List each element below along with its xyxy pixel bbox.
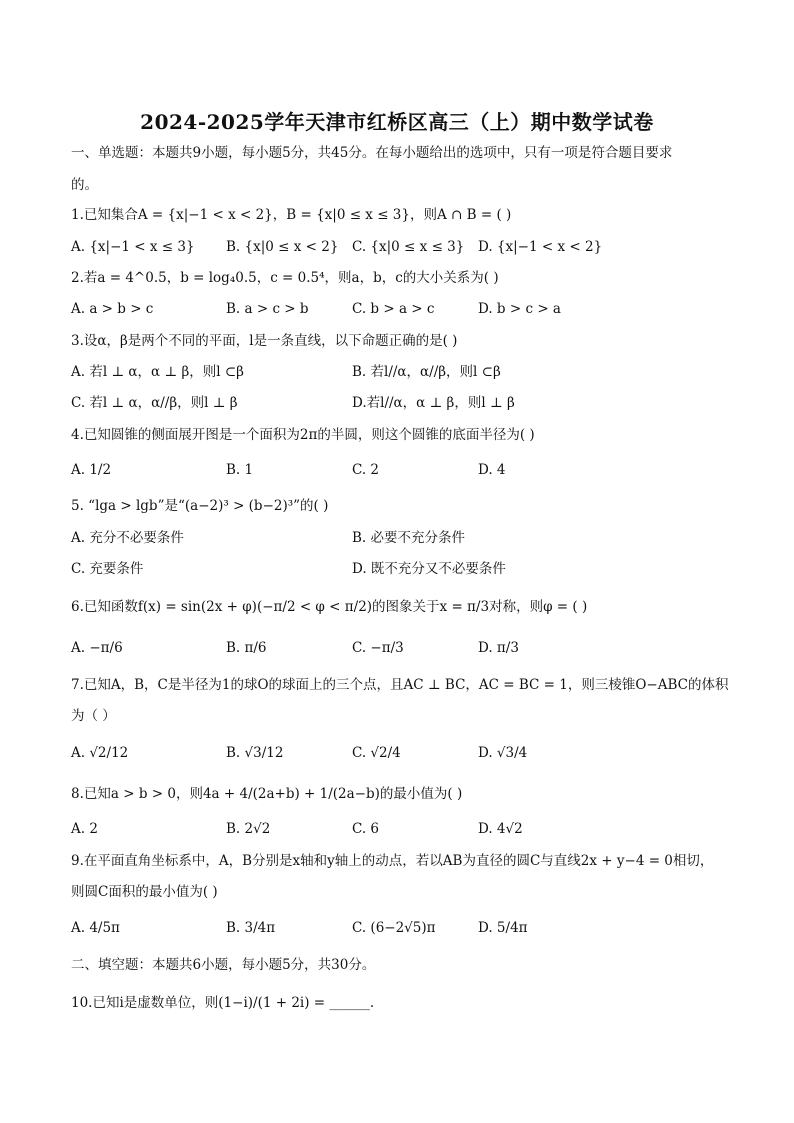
question-2-option-b: B. a > c > b xyxy=(226,301,309,317)
question-8-option-b: B. 2√2 xyxy=(226,821,271,837)
question-4-option-b: B. 1 xyxy=(226,462,254,478)
question-5-option-a: A. 充分不必要条件 xyxy=(71,530,184,546)
question-9-option-a: A. 4/5π xyxy=(71,920,120,936)
question-8-stem: 8.已知a > b > 0，则4a + 4/(2a+b) + 1/(2a−b)的最小值为( ) xyxy=(71,786,463,802)
question-8-option-d: D. 4√2 xyxy=(478,821,523,837)
section2-heading: 二、填空题：本题共6小题，每小题5分，共30分。 xyxy=(71,957,376,973)
question-8-option-a: A. 2 xyxy=(71,821,98,837)
question-7-stem-cont: 为（ ） xyxy=(71,708,116,724)
exam-title: 2024-2025学年天津市红桥区高三（上）期中数学试卷 xyxy=(140,110,654,134)
question-4-option-d: D. 4 xyxy=(478,462,506,478)
question-6-option-c: C. −π/3 xyxy=(352,640,404,656)
question-1-option-c: C. {x|0 ≤ x ≤ 3} xyxy=(352,239,465,255)
question-1-option-b: B. {x|0 ≤ x < 2} xyxy=(226,239,339,255)
question-7-option-c: C. √2/4 xyxy=(352,745,401,761)
question-9-stem-cont: 则圆C面积的最小值为( ) xyxy=(71,884,218,900)
question-1-stem: 1.已知集合A = {x|−1 < x < 2}，B = {x|0 ≤ x ≤ 3}，则A ∩ B = ( ) xyxy=(71,207,512,223)
question-5-option-c: C. 充要条件 xyxy=(71,561,144,577)
question-5-option-d: D. 既不充分又不必要条件 xyxy=(352,561,506,577)
question-6-option-d: D. π/3 xyxy=(478,640,519,656)
question-7-option-d: D. √3/4 xyxy=(478,745,528,761)
question-6-option-a: A. −π/6 xyxy=(71,640,123,656)
question-7-option-b: B. √3/12 xyxy=(226,745,284,761)
question-3-option-b: B. 若l//α，α//β，则l ⊂β xyxy=(352,364,501,380)
question-8-option-c: C. 6 xyxy=(352,821,380,837)
question-9-option-b: B. 3/4π xyxy=(226,920,276,936)
question-2-stem: 2.若a = 4^0.5，b = log₄0.5，c = 0.5⁴，则a，b，c的大小关系为( ) xyxy=(71,270,499,286)
question-6-stem: 6.已知函数f(x) = sin(2x + φ)(−π/2 < φ < π/2)的图象关于x = π/3对称，则φ = ( ) xyxy=(71,599,588,615)
question-5-stem: 5. “lga > lgb”是“(a−2)³ > (b−2)³”的( ) xyxy=(71,498,329,514)
question-2-option-a: A. a > b > c xyxy=(71,301,154,317)
question-7-option-a: A. √2/12 xyxy=(71,745,129,761)
question-9-option-c: C. (6−2√5)π xyxy=(352,920,436,936)
question-9-stem: 9.在平面直角坐标系中，A，B分别是x轴和y轴上的动点，若以AB为直径的圆C与直线2x + y−4 = 0相切， xyxy=(71,853,714,869)
question-4-option-a: A. 1/2 xyxy=(71,462,112,478)
question-3-option-a: A. 若l ⊥ α，α ⊥ β，则l ⊂β xyxy=(71,364,244,380)
question-6-option-b: B. π/6 xyxy=(226,640,267,656)
question-7-stem: 7.已知A，B，C是半径为1的球O的球面上的三个点，且AC ⊥ BC，AC = BC = 1，则三棱锥O−ABC的体积 xyxy=(71,677,729,693)
question-3-option-c: C. 若l ⊥ α，α//β，则l ⊥ β xyxy=(71,395,238,411)
section1-heading: 一、单选题：本题共9小题，每小题5分，共45分。在每小题给出的选项中，只有一项是符合题目要求 xyxy=(71,145,673,161)
question-10-stem: 10.已知i是虚数单位，则(1−i)/(1 + 2i) = ______. xyxy=(71,995,375,1011)
section1-heading-cont: 的。 xyxy=(71,177,98,193)
question-2-option-d: D. b > c > a xyxy=(478,301,561,317)
question-3-option-d: D.若l//α，α ⊥ β，则l ⊥ β xyxy=(352,395,515,411)
question-1-option-a: A. {x|−1 < x ≤ 3} xyxy=(71,239,195,255)
question-1-option-d: D. {x|−1 < x < 2} xyxy=(478,239,603,255)
question-2-option-c: C. b > a > c xyxy=(352,301,435,317)
question-4-stem: 4.已知圆锥的侧面展开图是一个面积为2π的半圆，则这个圆锥的底面半径为( ) xyxy=(71,427,535,443)
question-9-option-d: D. 5/4π xyxy=(478,920,528,936)
question-4-option-c: C. 2 xyxy=(352,462,380,478)
question-3-stem: 3.设α，β是两个不同的平面，l是一条直线，以下命题正确的是( ) xyxy=(71,333,458,349)
question-5-option-b: B. 必要不充分条件 xyxy=(352,530,466,546)
